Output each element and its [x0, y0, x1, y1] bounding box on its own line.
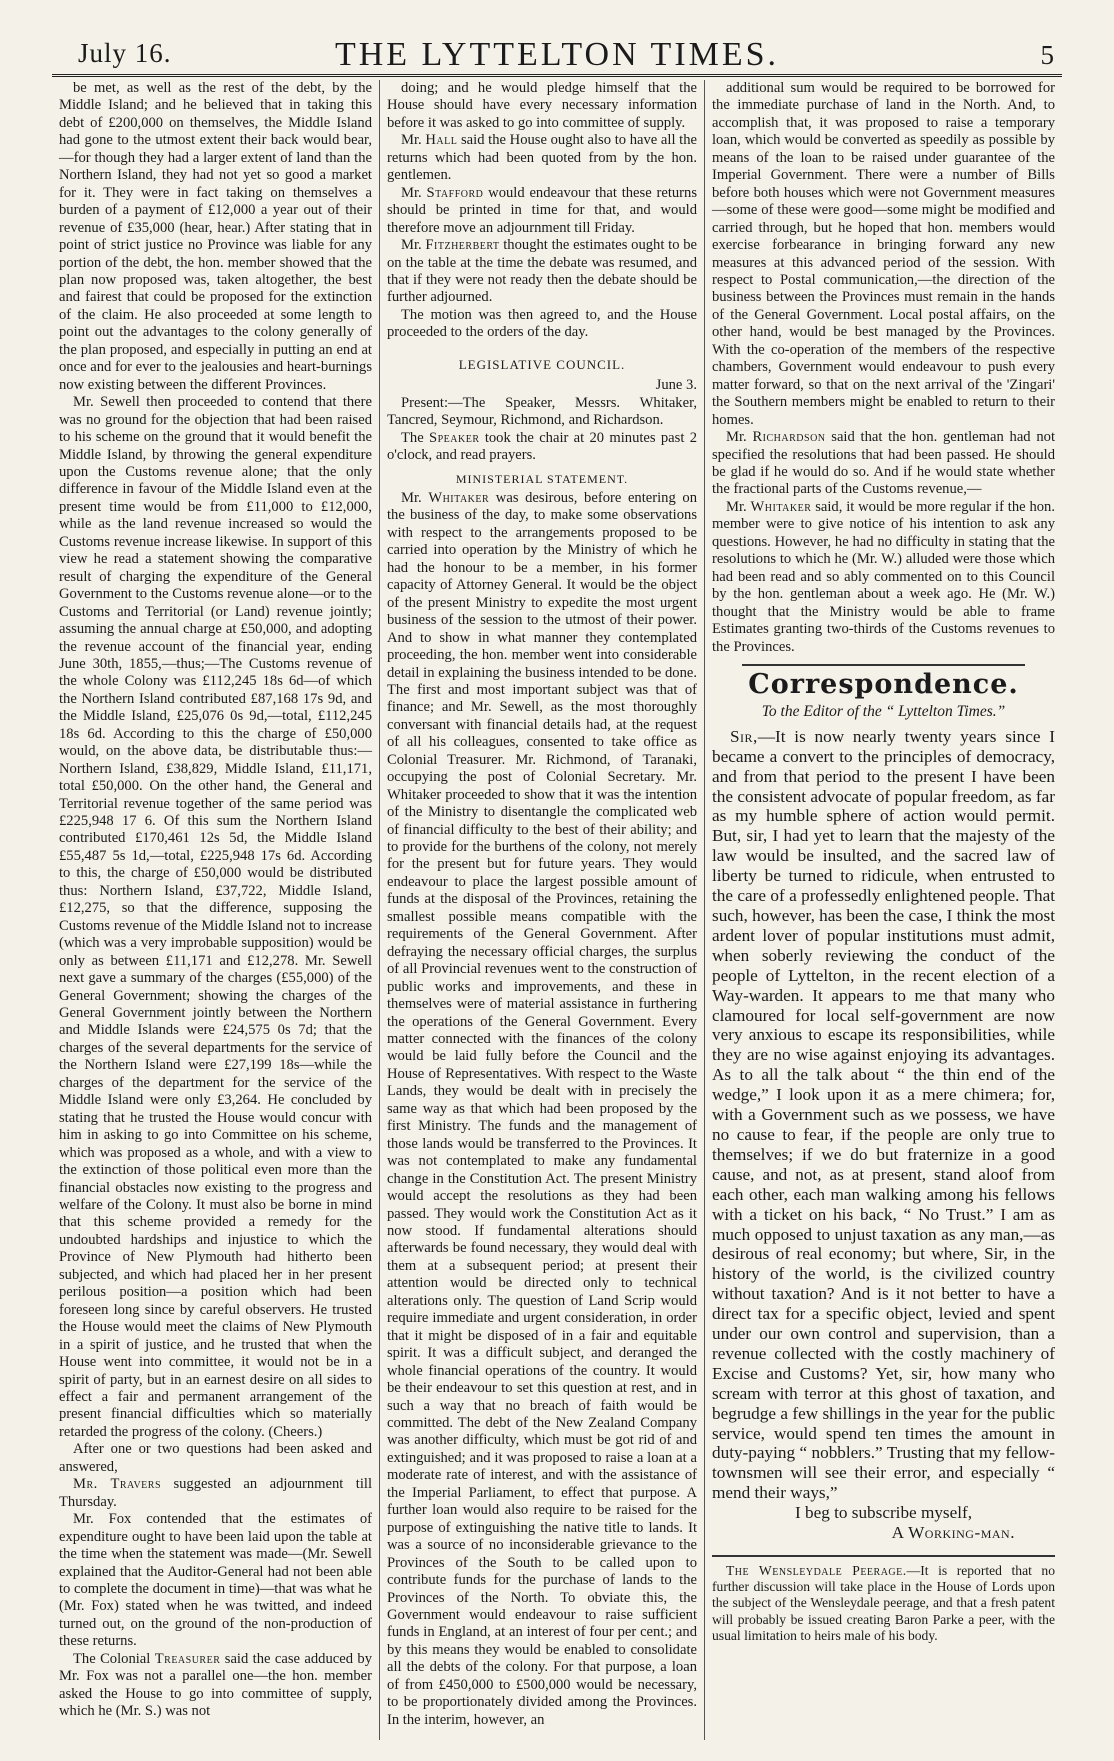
column-3 — [704, 80, 1062, 1740]
column-2 — [379, 80, 704, 1740]
article-columns — [52, 80, 1062, 1740]
correspondence-heading: Correspondence. — [748, 668, 1019, 700]
speaker-name: Hall — [425, 132, 458, 149]
letter-paragraph: Sir,—It is now nearly twenty years since I became a convert to the principles of democracy, and from that period to the present I have been the consistent advocate of popular freedom, as far as my humble sphere of action would permit. But, sir, I had yet to learn that the majesty of the law would be insulted, and the sacred law of liberty be turned to ridicule, when entrusted to the care of a professedly enlightened people. That such, however, has been the case, I think the most ardent lover of popular institutions must admit, when soberly reviewing the conduct of the people of Lyttelton, in the recent election of a Way-warden. It appears to me that many who clamoured for local self-government are now very anxious to escape its responsibilities, while they are no wise against enjoying its advantages. As to all the talk about “ the thin end of the wedge,” I look upon it as a mere chimera; for, with a Government such as we possess, we have no cause to fear, if the people are only true to themselves; if we do but fraternize in a good cause, and not, as at present, stand aloof from each other, each man walking among his fellows with a ticket on his back, “ No Trust.” I am as much opposed to unjust taxation as any man,—as desirous of real economy; but where, Sir, in the history of the world, is the civilized country without taxation? And is it not better to have a direct tax for a specific object, levied and spent under our own control and supervision, than a revenue collected with the costly machinery of Excise and Customs? Yet, sir, how many who scream with terror at this ghost of taxation, and begrudge a few shillings in the year for the public service, would spend ten times the amount in duty-paying “ nobblers.” Trusting that my fellow-townsmen will see their error, and especially “ mend their ways,” — [712, 726, 1055, 1503]
col2-paragraph: The motion was then agreed to, and the House proceeded to the orders of the day. — [387, 306, 697, 341]
col1-paragraph: After one or two questions had been asked and answered, — [59, 1441, 372, 1475]
speaker-name: Richardson — [752, 429, 826, 446]
speaker-name: Mr. Travers — [73, 1476, 162, 1493]
speaker-name: Whitaker — [428, 489, 490, 506]
col1-paragraph: Mr. Sewell then proceeded to contend that there was no ground for the objection that had been raised to his scheme on the ground that it would benefit the Middle Island, by throwing the general expenditure upon the Customs revenue alone; that the only difference in favour of the Middle Island even at the present time would be from £11,000 to £12,000, while as the land revenue increased so would the Customs revenue increase likewise. In support of this view he read a statement showing the comparative result of charging the expenditure of the General Government to the Customs revenue alone—or to the Customs and Territorial (or Land) revenue jointly; assuming the annual charge at £50,000, and adopting the revenue account of the financial year, ending June 30th, 1855,—thus;—The Customs revenue of the whole Colony was £112,245 18s 6d—of which the Northern Island contributed £87,168 17s 9d, and the Middle Island, £25,076 0s 9d,—total, £112,245 18s 6d. According to this the charge of £50,000 would, on the above data, be distributable thus:—Northern Island, £38,829, Middle Island, £11,171, total £50,000. On the other hand, the General and Territorial revenue together of the same period was £225,948 17 6. Of this sum the Northern Island contributed £170,461 12s 5d, the Middle Island £55,487 5s 1d,—total, £225,948 17s 6d. According to this, the charge of £50,000 would be distributed thus: Northern Island, £37,722, Middle Island, £12,275, so that the difference, supposing the Customs revenue of the Middle Island not to increase (which was a very improbable supposition) would be only as between £11,171 and £12,278. Mr. Sewell next gave a summary of the charges (£55,000) of the General Government; showing the charges of the General Government jointly between the Northern and Middle Islands were £24,575 0s 7d; that the charges of the several departments for the service of the Northern Island were £27,199 18s—while the charges of the department for the service of the Middle Island were only £3,264. He concluded by stating that he trusted the House would concur with him in asking to go into Committee on his scheme, which was proposed as a whole, and with a view to the extinction of those political even more than the financial obstacles now existing to the progress and welfare of the Colony. It must also be borne in mind that this scheme provided a remedy for the undoubted hardships and injustice to which the Province of New Plymouth had hitherto been subjected, and which had placed her in her present perilous position—a position which had been foreseen long since by careful observers. He trusted the House would meet the claims of New Plymouth in a spirit of justice, and he trusted that when the House went into committee, it would not be in a spirit of party, but in an earnest desire on all sides to effect a fair and permanent arrangement of the present financial difficulties which so materially retarded the progress of the colony. (Cheers.) — [59, 394, 372, 1440]
col1-paragraph: Mr. Travers suggested an adjournment till Thursday. — [59, 1476, 372, 1510]
col1-paragraph: The Colonial Treasurer said the case adduced by Mr. Fox was not a parallel one—the hon. member asked the House to go into committee of supply, which he (Mr. S.) was not — [59, 1650, 372, 1720]
letter-addressee: To the Editor of the “ Lyttelton Times.” — [761, 703, 1006, 721]
col1-paragraph: Mr. Fox contended that the estimates of expenditure ought to have been laid upon the table at the time when the statement was made—(Mr. Sewell explained that the Auditor-General had not been able to complete the document in time)—that was what he (Mr. Fox) stated when he was twitted, and indeed turned out, on the ground of the non-production of these returns. — [59, 1511, 372, 1650]
newspaper-title: THE LYTTELTON TIMES. — [334, 36, 780, 73]
issue-date: July 16. — [78, 38, 172, 68]
col3-paragraph: Mr. Whitaker said, it would be more regular if the hon. member were to give notice of his intention to ask any questions. However, he had no difficulty in stating that the resolutions to which he (Mr. W.) alluded were those which had been read and so ably commented on to this Council by the hon. gentleman about a week ago. He (Mr. W.) thought that the Ministry would be able to frame Estimates granting two-thirds of the Customs revenues to the Provinces. — [712, 498, 1055, 655]
col2-paragraph: Mr. Hall said the House ought also to have all the returns which had been quoted from by the hon. gentlemen. — [387, 132, 697, 184]
speaker-name: Treasurer — [154, 1650, 221, 1667]
col2-paragraph: doing; and he would pledge himself that the House should have every necessary information before it was asked to go into committee of supply. — [387, 80, 697, 131]
col2-paragraph: Present:—The Speaker, Messrs. Whitaker, Tancred, Seymour, Richmond, and Richardson. — [387, 394, 697, 429]
speaker-name: Whitaker — [750, 498, 812, 515]
letter-signature: A Working-man. — [891, 1523, 1015, 1543]
letter-closing: I beg to subscribe myself, — [794, 1503, 973, 1523]
dateline: June 3. — [655, 377, 697, 394]
masthead — [52, 30, 1062, 77]
col2-paragraph: The Speaker took the chair at 20 minutes past 2 o'clock, and read prayers. — [387, 429, 697, 464]
speaker-name: Fitzherbert — [425, 237, 500, 254]
news-note — [712, 1555, 1055, 1644]
subsection-heading: MINISTERIAL STATEMENT. — [455, 471, 629, 486]
col3-paragraph: Mr. Richardson said that the hon. gentleman had not specified the resolutions that had been passed. He should be glad if he would do so. And if he would state whether the fractional parts of the Customs revenue,— — [712, 429, 1056, 498]
col2-paragraph: Mr. Whitaker was desirous, before entering on the business of the day, to make some observations with respect to the arrangements proposed to be carried into operation by the Ministry of which he had the honour to be a member, in his former capacity of Attorney General. It would be the object of the present Ministry to expedite the most urgent business of the session to the utmost of their power. And to show in what manner they contemplated proceeding, the hon. member went into considerable detail in explaining the business intended to be done. The first and most important subject was that of finance; and Mr. Sewell, as the most thoroughly conversant with financial details had, at the request of all his colleagues, consented to take office as Colonial Treasurer. Mr. Richmond, of Taranaki, occupying the post of Colonial Secretary. Mr. Whitaker proceeded to show that it was the intention of the Ministry to disentangle the complicated web of financial difficulty to the best of their ability; and to provide for the burthens of the colony, not merely for the present but for future years. They would endeavour to place the largest possible amount of funds at the disposal of the Provinces, retaining the smallest possible means compatible with the requirements of the General Government. After defraying the necessary official charges, the surplus of all Provincial revenues went to the construction of public works and improvements, and these in themselves were of material assistance in furthering the operations of the General Government. Every matter connected with the finances of the colony would be laid fully before the Council and the House of Representatives. With respect to the Waste Lands, they would be dealt with in precisely the same way as that which had been proposed by the first Ministry. The funds and the management of those lands would be transferred to the Provinces. It was not contemplated to make any fundamental change in the Constitution Act. The present Ministry would accept the resolutions as they had been passed. They would work the Constitution Act as it now stood. If fundamental alterations should afterwards be found necessary, they would deal with them at a subsequent period; at present their attention would be directed only to technical alterations only. The question of Land Scrip would require immediate and urgent consideration, in order that it might be disposed of in a fair and equitable spirit. It was a difficult subject, and deranged the whole financial operations of the country. It would be their endeavour to set this question at rest, and in such a way that no breach of faith would be committed. The debt of the New Zealand Company was another difficulty, which must be got rid of and extinguished; and it was proposed to raise a loan at a moderate rate of interest, and with the assistance of the Imperial Parliament, to effect that purpose. A further loan would also require to be raised for the purpose of extinguishing the native title to lands. It was a source of no inconsiderable grievance to the Provinces of the South to be called upon to contribute funds for the purchase of lands to the Provinces of the North. To obviate this, the Government would endeavour to raise sufficient funds in England, at an interest of four per cent.; and by this means they would be enabled to consolidate all the debts of the colony. For that purpose, a loan of from £450,000 to £500,000 would be necessary, to be proportionately divided among the Provinces. In the interim, however, an — [387, 489, 697, 1728]
note-heading: The Wensleydale Peerage. — [726, 1563, 907, 1579]
col1-paragraph: be met, as well as the rest of the debt, by the Middle Island; and he believed that in taking this debt of £200,000 on themselves, the Middle Island had gone to the utmost extent their back would bear,—for though they had a larger extent of land than the Northern Island, they had not yet so good a market for it. They were in fact taking on themselves a burden of a payment of £12,000 a year out of their revenue of £35,000 (hear, hear.) After stating that in point of strict justice no Province was liable for any portion of the debt, the hon. member showed that the plan now proposed was, taken altogether, the best and fairest that could be proposed for the extinction of the claim. He also proceeded at some length to point out the advantages to the colony generally of the plan proposed, and especially in putting an end at once and for ever to the jealousies and heart-burnings now existing between the different Provinces. — [59, 80, 372, 393]
letter-body — [712, 727, 1055, 1543]
letter-salutation: Sir, — [730, 726, 758, 746]
note-paragraph: The Wensleydale Peerage.—It is reported that no further discussion will take place in the House of Lords upon the subject of the Wensleydale peerage, and that a fresh patent will probably be issued creating Baron Parke a peer, with the usual limitation to heirs male of his body. — [712, 1563, 1056, 1643]
col2-paragraph: Mr. Fitzherbert thought the estimates ought to be on the table at the time the debate was resumed, and that if they were not ready then the debate should be further adjourned. — [387, 237, 697, 306]
page-number: 5 — [1040, 40, 1054, 70]
section-heading: LEGISLATIVE COUNCIL. — [458, 356, 626, 372]
speaker-name: Stafford — [426, 184, 484, 201]
col3-paragraph: additional sum would be required to be borrowed for the immediate purchase of land in the North. And, to accomplish that, it was proposed to raise a temporary loan, which would be converted as speedily as possible by means of the loan to be raised under guarantee of the Imperial Government. There were a number of Bills before both houses which were not Government measures—some of these were good—some might be modified and carried through, but he hoped that hon. members would exercise forbearance in bringing forward any new measures at this advanced period of the session. With respect to Postal communication,—the direction of the business between the Provinces must remain in the hands of the General Government. Local postal affairs, on the other hand, would be best managed by the Provinces. With the co-operation of the members of the respective chambers, Government would endeavour to push every matter forward, so that on the next arrival of the 'Zingari' the Southern members might be enabled to return to their homes. — [712, 80, 1055, 428]
column-1 — [52, 80, 379, 1740]
section-divider — [742, 664, 1025, 666]
speaker-name: Speaker — [429, 429, 480, 446]
col2-paragraph: Mr. Stafford would endeavour that these returns should be printed in time for that, and would therefore move an adjournment till Friday. — [387, 184, 698, 236]
